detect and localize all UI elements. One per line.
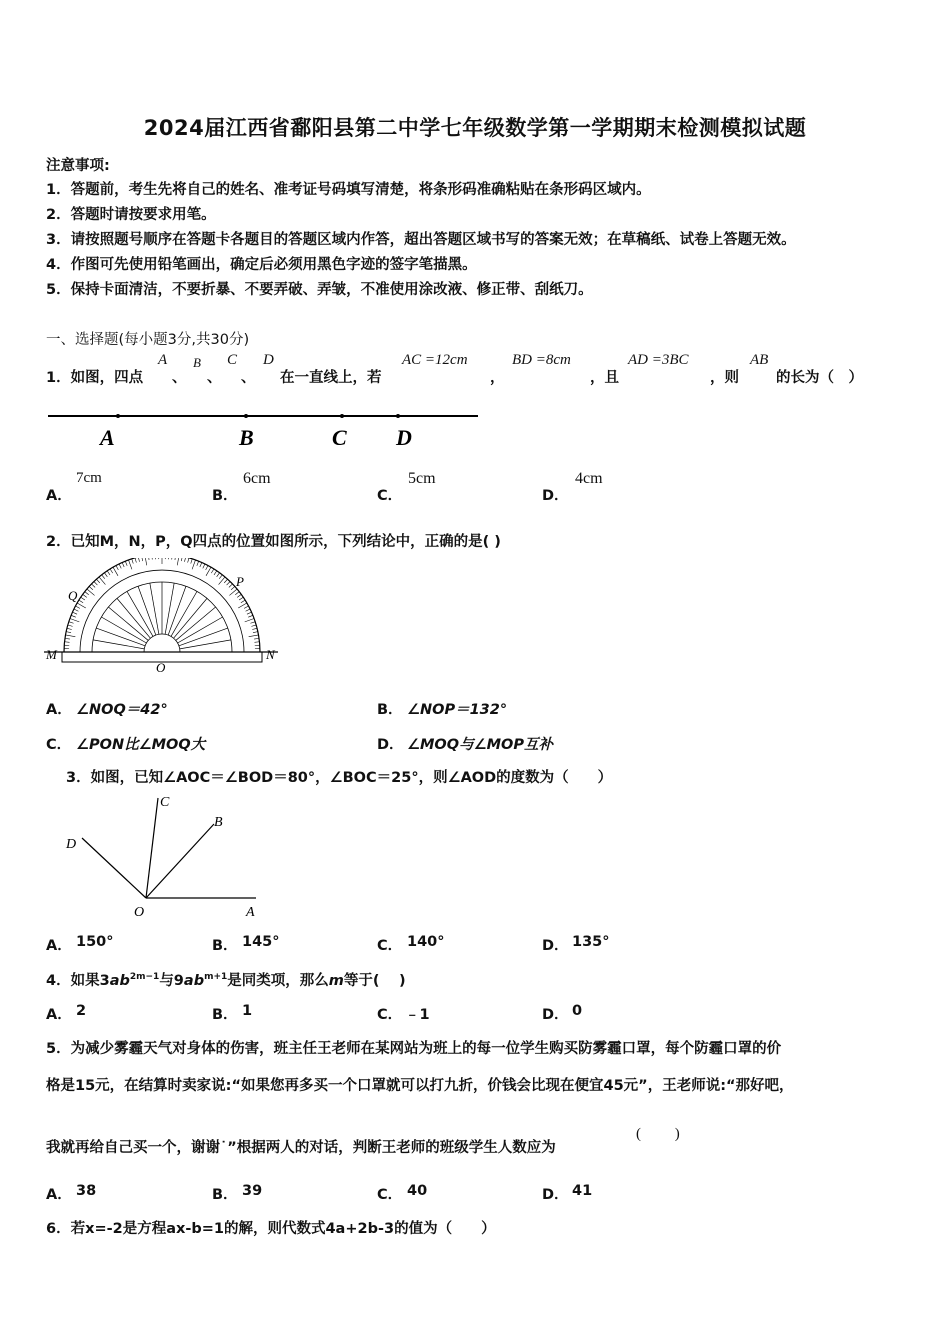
point-b-dot: [244, 414, 248, 418]
protractor-tick: [245, 618, 254, 621]
q3-option-text: 150°: [76, 934, 114, 950]
q4-var: m: [328, 973, 344, 989]
q5-option-text: 40: [407, 1183, 428, 1199]
protractor-tick: [231, 586, 235, 589]
q4-option-text: 0: [572, 1003, 583, 1019]
q1-option-value: 6cm: [243, 470, 271, 487]
q5-option-text: 41: [572, 1183, 593, 1199]
protractor-tick: [254, 642, 259, 643]
protractor-tick: [172, 558, 173, 560]
notice-heading: 注意事项:: [46, 158, 110, 174]
point-a-dot: [116, 414, 120, 418]
q1-option-letter: B．: [212, 488, 238, 504]
protractor-tick: [107, 571, 110, 575]
q1-option-letter: A．: [46, 488, 72, 504]
protractor-tick: [188, 558, 189, 563]
q5-line: 我就再给自己买一个，谢谢˙”根据两人的对话，判断王老师的班级学生人数应为: [46, 1140, 556, 1156]
q1-option-value: 7cm: [76, 470, 102, 486]
q2-option-letter: B．: [377, 702, 403, 718]
q3-option-letter: D．: [542, 938, 569, 954]
q4-exponent: 2m−1: [129, 972, 160, 983]
q2-fig-label-o: O: [156, 660, 166, 675]
protractor-ray: [127, 591, 153, 636]
protractor-tick: [70, 618, 79, 621]
protractor-tick: [92, 584, 96, 587]
protractor-tick: [244, 606, 248, 608]
protractor-tick: [206, 565, 208, 569]
q5-option-letter: A．: [46, 1187, 72, 1203]
q4-option-letter: D．: [542, 1007, 569, 1023]
q2-fig-label-n: N: [266, 647, 275, 662]
protractor-tick: [214, 571, 217, 575]
protractor-tick: [224, 579, 227, 583]
q2-option-text: ∠MOQ与∠MOP互补: [407, 737, 553, 753]
q3-fig-label-b: B: [214, 815, 223, 830]
protractor-tick: [74, 609, 78, 611]
protractor-tick: [125, 561, 127, 566]
q2-fig-label-m: M: [46, 647, 57, 662]
protractor-tick: [235, 592, 239, 595]
q1-option-letter: D．: [542, 488, 569, 504]
q1-fig-label-a: A: [100, 425, 115, 450]
q4-term: ab: [183, 973, 205, 989]
q1-comma: ，: [490, 370, 505, 386]
protractor-ray: [180, 640, 231, 649]
protractor-tick: [116, 565, 118, 569]
protractor-tick: [89, 586, 93, 589]
q1-prefix: 1．如图，四点: [46, 370, 144, 386]
protractor-tick: [249, 635, 259, 637]
notice-item: 4．作图可先使用铅笔画出，确定后必须用黑色字迹的签字笔描黑。: [46, 257, 477, 273]
q5-line: 5．为减少雾霾天气对身体的伤害，班主任王老师在某网站为班上的每一位学生购买防雾霾口罩，每个防霾口罩的价: [46, 1041, 782, 1057]
q4-option-text: ﹣1: [405, 1007, 430, 1023]
protractor-tick: [237, 594, 241, 597]
protractor-tick: [102, 575, 105, 579]
protractor-ray: [168, 586, 186, 635]
protractor-tick: [66, 632, 71, 633]
protractor-tick: [81, 597, 85, 600]
protractor-tick: [142, 558, 143, 561]
protractor-tick: [75, 606, 79, 608]
protractor-ray: [171, 591, 197, 636]
protractor-ray: [150, 583, 159, 634]
q1-fig-label-c: C: [332, 425, 347, 450]
q3-stem: 3．如图，已知∠AOC＝∠BOD＝80°，∠BOC＝25°，则∠AOD的度数为（ ）: [66, 770, 613, 786]
q4-exponent: m+1: [204, 972, 228, 983]
protractor-tick: [145, 558, 147, 565]
q1-then: ，则: [710, 370, 739, 386]
q4-part: 4．如果3: [46, 973, 110, 989]
protractor-tick: [246, 609, 250, 611]
q1-mid: 在一直线上，若: [280, 370, 382, 386]
q3-fig-label-o: O: [134, 905, 145, 920]
protractor-ray: [138, 586, 156, 635]
q3-option-text: 140°: [407, 934, 445, 950]
q3-fig-label-a: A: [246, 905, 255, 920]
protractor-tick: [184, 558, 185, 562]
protractor-ray: [93, 640, 144, 649]
protractor-tick: [67, 628, 72, 629]
protractor-tick: [203, 564, 205, 568]
q1-sep: 、: [207, 370, 222, 386]
protractor-tick: [110, 569, 113, 573]
q3-option-letter: A．: [46, 938, 72, 954]
protractor-tick: [197, 561, 199, 566]
q5-line: 格是15元，在结算时卖家说:“如果您再多买一个口罩就可以打九折，价钱会比现在便宜45元”，王老师说:“那好吧，: [46, 1078, 794, 1094]
protractor-tick: [219, 575, 222, 579]
protractor-tick: [239, 597, 243, 600]
q1-option-letter: C．: [377, 488, 403, 504]
point-d-dot: [396, 414, 400, 418]
protractor-tick: [96, 579, 99, 583]
q1-suffix: 的长为（ ）: [776, 370, 863, 386]
q4-option-text: 2: [76, 1003, 87, 1019]
protractor-tick: [177, 558, 179, 565]
section-heading: 一、选择题(每小题3分,共30分): [46, 332, 250, 348]
protractor-tick: [254, 638, 259, 639]
q1-ab: AB: [750, 352, 769, 368]
q1-point-b: B: [193, 355, 201, 370]
q5-option-text: 38: [76, 1183, 97, 1199]
q2-stem: 2．已知M，N，P，Q四点的位置如图所示，下列结论中，正确的是( ): [46, 534, 501, 550]
protractor-tick: [68, 625, 73, 626]
protractor-tick: [65, 642, 70, 643]
q3-option-letter: B．: [212, 938, 238, 954]
protractor-tick: [175, 558, 176, 560]
protractor-tick: [200, 562, 202, 567]
q2-protractor-figure: [44, 558, 284, 676]
q1-comma: ，且: [590, 370, 619, 386]
protractor-tick: [85, 592, 89, 595]
protractor-tick: [119, 564, 121, 568]
q5-option-letter: B．: [212, 1187, 238, 1203]
q3-angle-figure: [62, 790, 262, 920]
protractor-tick: [247, 612, 252, 614]
protractor-tick: [135, 558, 136, 563]
q2-fig-label-q: Q: [68, 588, 78, 603]
q2-option-text: ∠NOQ＝42°: [76, 702, 168, 718]
protractor-tick: [181, 558, 182, 561]
notice-item: 2．答题时请按要求用笔。: [46, 207, 216, 223]
q2-fig-label-p: P: [236, 574, 244, 589]
q4-part: 等于( ): [343, 973, 406, 989]
protractor-tick: [241, 600, 245, 603]
protractor-tick: [138, 558, 139, 562]
notice-item: 3．请按照题号顺序在答题卡各题目的答题区域内作答，超出答题区域书写的答案无效；在草稿纸、试卷上答题无效。: [46, 232, 796, 248]
q1-point-c: C: [227, 352, 238, 368]
q3-option-text: 145°: [242, 934, 280, 950]
q4-part: 与9: [159, 973, 184, 989]
q5-option-letter: D．: [542, 1187, 569, 1203]
protractor-tick: [65, 638, 70, 639]
protractor-tick: [211, 569, 214, 573]
protractor-tick: [72, 612, 77, 614]
q3-option-text: 135°: [572, 934, 610, 950]
q1-option-value: 4cm: [575, 470, 603, 487]
q1-cond-bd: BD =8cm: [512, 352, 571, 368]
q1-cond-ac: AC =12cm: [402, 352, 468, 368]
q1-point-d: D: [263, 352, 274, 368]
protractor-tick: [152, 558, 153, 560]
q1-sep: 、: [172, 370, 187, 386]
protractor-tick: [251, 625, 256, 626]
protractor-tick: [252, 628, 257, 629]
protractor-tick: [192, 560, 195, 569]
protractor-ray: [101, 617, 146, 643]
q4-option-letter: A．: [46, 1007, 72, 1023]
q4-option-letter: C．: [377, 1007, 403, 1023]
protractor-tick: [229, 584, 233, 587]
q2-option-text: ∠NOP＝132°: [407, 702, 508, 718]
protractor-tick: [191, 559, 193, 564]
protractor-tick: [94, 582, 97, 586]
q1-fig-label-b: B: [239, 425, 254, 450]
q4-stem: [46, 969, 406, 990]
q1-cond-ad: AD =3BC: [628, 352, 689, 368]
q2-option-letter: D．: [377, 737, 404, 753]
protractor-tick: [217, 573, 220, 577]
q1-option-value: 5cm: [408, 470, 436, 487]
protractor-tick: [148, 558, 149, 560]
q5-option-text: 39: [242, 1183, 263, 1199]
notice-item: 5．保持卡面清洁，不要折暴、不要弄破、弄皱，不准使用涂改液、修正带、刮纸刀。: [46, 282, 593, 298]
page-title: 2024届江西省鄱阳县第二中学七年级数学第一学期期末检测模拟试题: [143, 116, 807, 140]
q2-option-letter: A．: [46, 702, 72, 718]
q1-fig-label-d: D: [396, 425, 412, 450]
notice-item: 1．答题前，考生先将自己的姓名、准考证号码填写清楚，将条形码准确粘贴在条形码区域内。: [46, 182, 651, 198]
q1-point-a: A: [158, 352, 168, 368]
q4-part: 是同类项，那么: [227, 973, 329, 989]
point-c-dot: [340, 414, 344, 418]
q1-line-figure: [46, 405, 486, 455]
protractor-tick: [122, 562, 124, 567]
q4-option-text: 1: [242, 1003, 253, 1019]
q4-option-letter: B．: [212, 1007, 238, 1023]
protractor-tick: [83, 594, 87, 597]
q3-fig-label-c: C: [160, 795, 170, 810]
protractor-tick: [248, 615, 253, 617]
protractor-ray: [165, 583, 174, 634]
q1-sep: 、: [241, 370, 256, 386]
q3-option-letter: C．: [377, 938, 403, 954]
protractor-tick: [71, 615, 76, 617]
q4-term: ab: [109, 973, 130, 989]
q5-paren: ( ): [636, 1126, 680, 1142]
q2-option-letter: C．: [46, 737, 72, 753]
q5-option-letter: C．: [377, 1187, 403, 1203]
protractor-tick: [65, 635, 75, 637]
protractor-tick: [79, 600, 83, 603]
protractor-tick: [227, 582, 230, 586]
protractor-ray: [96, 628, 145, 646]
q3-fig-label-d: D: [66, 837, 77, 852]
protractor-tick: [250, 622, 255, 624]
protractor-tick: [132, 559, 134, 564]
protractor-ray: [179, 628, 228, 646]
protractor-tick: [69, 622, 74, 624]
protractor-tick: [104, 573, 107, 577]
q2-option-text: ∠PON比∠MOQ大: [76, 737, 206, 753]
protractor-tick: [128, 560, 131, 569]
protractor-ray: [178, 617, 223, 643]
protractor-tick: [253, 632, 258, 633]
q6-stem: 6．若x=-2是方程ax-b=1的解，则代数式4a+2b-3的值为（ ）: [46, 1221, 496, 1237]
